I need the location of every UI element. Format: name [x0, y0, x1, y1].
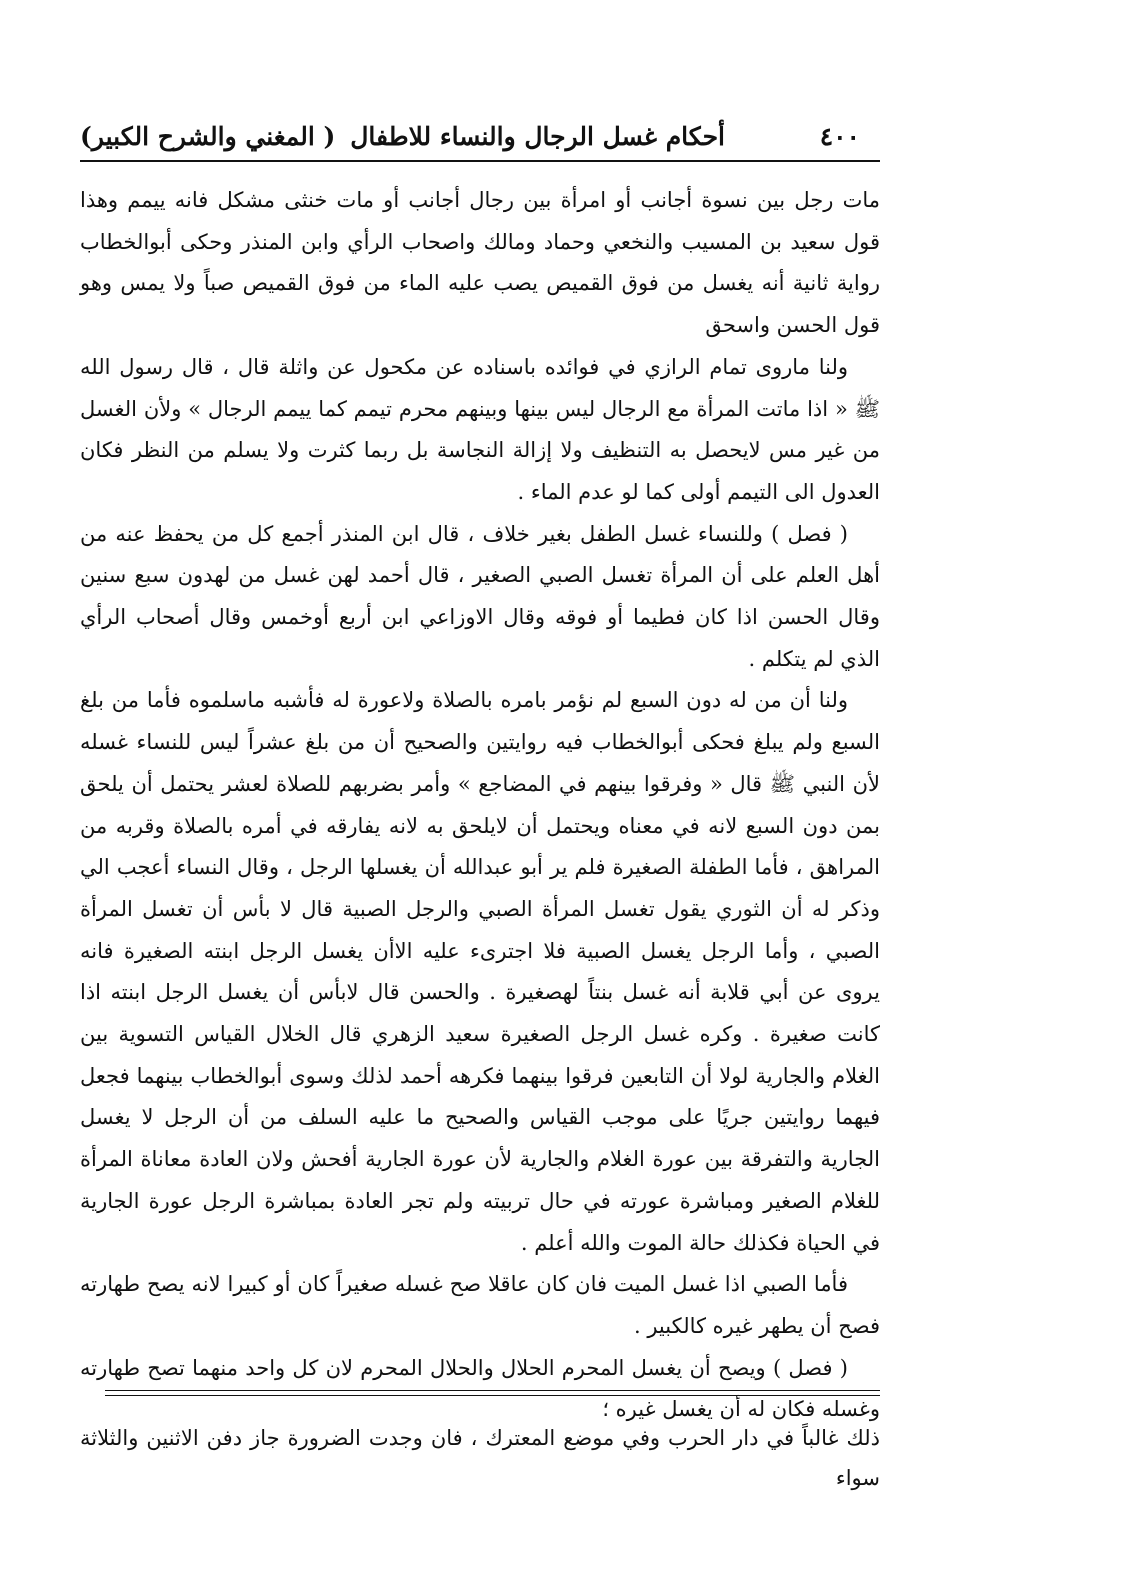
book-title: ( المغني والشرح الكبير) [80, 122, 336, 151]
main-text [80, 180, 880, 1431]
paragraph: ولنا أن من له دون السبع لم نؤمر بامره بالصلاة ولاعورة له فأشبه ماسلموه فأما من بلغ السبع ولم يبلغ فحكى أبوالخطاب فيه روايتين والصحيح أن من بلغ عشراً ليس للنساء غسله لأن النبي ﷺ قال « وفرقوا بينهم في المضاجع » وأمر بضربهم للصلاة لعشر يحتمل أن يلحق بمن دون السبع لانه في معناه ويحتمل أن لايلحق به لانه يفارقه في أمره بالصلاة وقربه من المراهق ، فأما الطفلة الصغيرة فلم ير أبو عبدالله أن يغسلها الرجل ، وقال النساء أعجب الي وذكر له أن الثوري يقول تغسل المرأة الصبي والرجل الصبية قال لا بأس أن تغسل المرأة الصبي ، وأما الرجل يغسل الصبية فلا اجترىء عليه الاأن يغسل الرجل ابنته الصغيرة فانه يروى عن أبي قلابة أنه غسل بنتاً لهصغيرة . والحسن قال لابأس أن يغسل الرجل ابنته اذا كانت صغيرة . وكره غسل الرجل الصغيرة سعيد الزهري قال الخلال القياس التسوية بين الغلام والجارية لولا أن التابعين فرقوا بينهما فكرهه أحمد لذلك وسوى أبوالخطاب بينهما فجعل فيهما روايتين جريًا على موجب القياس والصحيح ما عليه السلف من أن الرجل لا يغسل الجارية والتفرقة بين عورة الغلام والجارية لأن عورة الجارية أفحش ولان العادة معاناة المرأة للغلام الصغير ومباشرة عورته في حال تربيته ولم تجر العادة بمباشرة الرجل عورة الجارية في الحياة فكذلك حالة الموت والله أعلم . [80, 688, 880, 1255]
footnote-rule [105, 1390, 880, 1396]
paragraph: مات رجل بين نسوة أجانب أو امرأة بين رجال أجانب أو مات خنثى مشكل فانه ييمم وهذا قول سعيد بن المسيب والنخعي وحماد ومالك واصحاب الرأي وابن المنذر وحكى أبوالخطاب رواية ثانية أنه يغسل من فوق القميص يصب عليه الماء من فوق القميص صباً ولا يمس وهو قول الحسن واسحق [80, 188, 880, 338]
page-header [80, 118, 880, 162]
paragraph: فأما الصبي اذا غسل الميت فان كان عاقلا صح غسله صغيراً كان أو كبيرا لانه يصح طهارته فصح أن يطهر غيره كالكبير . [80, 1272, 880, 1338]
paragraph: ولنا ماروى تمام الرازي في فوائده باسناده عن مكحول عن واثلة قال ، قال رسول الله ﷺ « اذا ماتت المرأة مع الرجال ليس بينها وبينهم محرم تيمم كما ييمم الرجال » ولأن الغسل من غير مس لايحصل به التنظيف ولا إزالة النجاسة بل ربما كثرت ولا يسلم من النظر فكان العدول الى التيمم أولى كما لو عدم الماء . [80, 354, 880, 504]
footnote: ذلك غالباً في دار الحرب وفي موضع المعترك ، فان وجدت الضرورة جاز دفن الاثنين والثلاثة سواء [80, 1426, 880, 1490]
header-rule [80, 160, 880, 162]
page-number: ٤٠٠ [819, 122, 860, 151]
paragraph: ( فصل ) وللنساء غسل الطفل بغير خلاف ، قال ابن المنذر أجمع كل من يحفظ عنه من أهل العلم على أن المرأة تغسل الصبي الصغير ، قال أحمد لهن غسل من لهدون سبع سنين وقال الحسن اذا كان فطيما أو فوقه وقال الاوزاعي ابن أربع أوخمس وقال أصحاب الرأي الذي لم يتكلم . [80, 521, 880, 671]
paragraph: ( فصل ) ويصح أن يغسل المحرم الحلال والحلال المحرم لان كل واحد منهما تصح طهارته وغسله فكان له أن يغسل غيره ؛ [80, 1355, 880, 1422]
chapter-title: أحكام غسل الرجال والنساء للاطفال [350, 122, 725, 151]
